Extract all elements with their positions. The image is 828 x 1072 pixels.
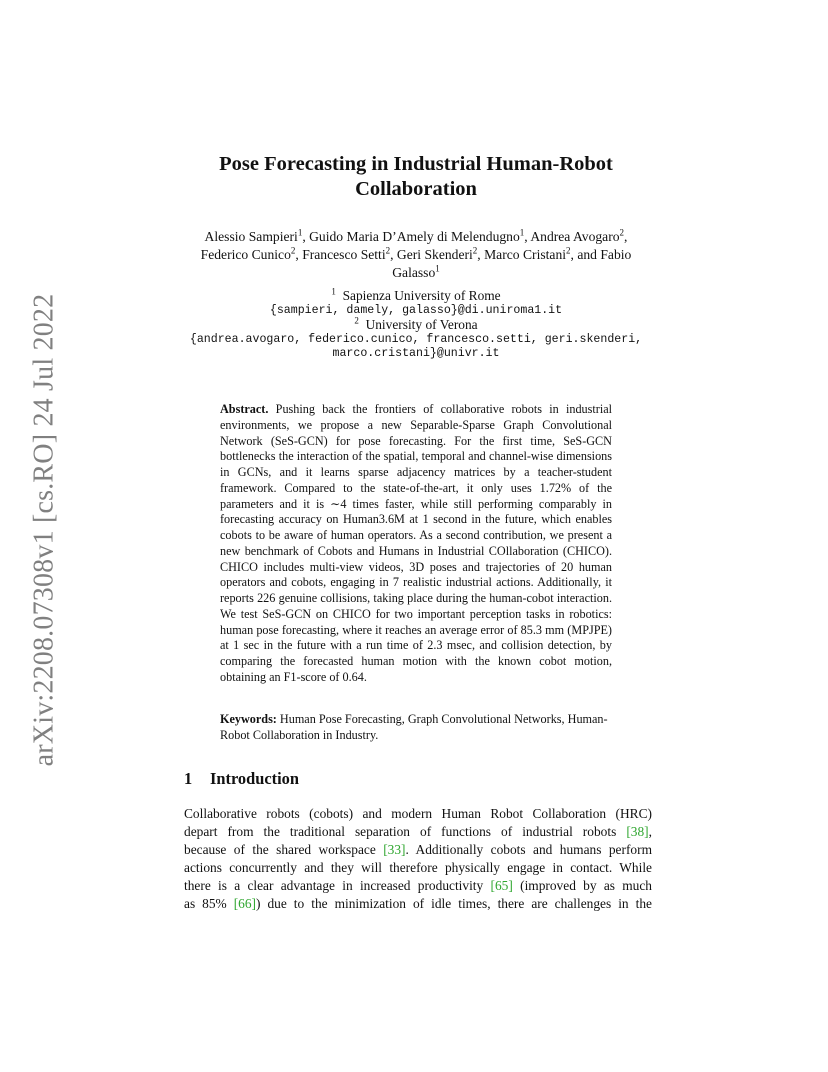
paragraph-text: actions concurrently and they will therefore physically engage in contact. While (184, 859, 652, 875)
paragraph-text: (improved by as much (520, 877, 652, 893)
author-list: Alessio Sampieri$^1$, Guido Maria D’Amely di Melendugno$^1$, Andrea Avogaro$^2$, Federico Cunico$^2$, Francesco Setti$^2$, Geri Skenderi$^2$, Marco Cristani$^2$, and Fabio Galasso$^1$ (200, 227, 632, 281)
author-affiliation-mark: 2 (566, 245, 571, 256)
arxiv-identifier-text: arXiv:2208.07308v1 [cs.RO] 24 Jul 2022 (28, 293, 59, 767)
section-title: Introduction (210, 769, 299, 788)
author-name: Andrea Avogaro (530, 229, 620, 244)
affiliation-block (178, 286, 654, 362)
paragraph-text: . Additionally cobots and humans perform (405, 841, 652, 857)
affiliation-1 (178, 286, 654, 304)
author-affiliation-mark: 2 (619, 227, 625, 238)
paragraph-text: , (648, 823, 652, 839)
section-heading (184, 769, 299, 789)
citation-link[interactable]: [38] (626, 823, 649, 839)
paragraph-text: there is a clear advantage in increased productivity (184, 877, 484, 893)
author-affiliation-mark: 1 (435, 263, 440, 274)
author-conjunction: and (577, 247, 597, 263)
abstract (220, 402, 612, 686)
citation-link[interactable]: [66] (233, 895, 257, 911)
paragraph-text: as 85% (184, 895, 227, 911)
affiliation-name: Sapienza University of Rome (342, 288, 501, 303)
paragraph-text: depart from the traditional separation of functions of industrial robots (184, 823, 617, 839)
abstract-label: Abstract. (220, 402, 269, 416)
author-name: Geri Skenderi (396, 247, 473, 263)
paragraph-text: because of the shared workspace (184, 841, 376, 857)
keywords (220, 712, 612, 744)
affiliation-emails: marco.cristani}@univr.it (332, 347, 500, 361)
affiliation-emails: {andrea.avogaro, federico.cunico, francesco.setti, geri.skenderi, (189, 332, 643, 346)
author-affiliation-mark: 2 (472, 245, 478, 256)
section-number: 1 (184, 769, 193, 788)
introduction-paragraph (184, 805, 652, 912)
citation-link[interactable]: [65] (490, 877, 513, 893)
author-affiliation-mark: 2 (290, 245, 296, 256)
paragraph-text: Collaborative robots (cobots) and modern Human Robot Collaboration (HRC) (184, 806, 652, 821)
paragraph-line (184, 841, 652, 859)
author-name: Francesco Setti (302, 247, 386, 263)
author-name: Federico Cunico (200, 247, 291, 263)
author-name: Fabio Galasso (392, 247, 632, 281)
paragraph-text: ) due to the minimization of idle times, there are challenges in the (256, 895, 652, 911)
abstract-text: Pushing back the frontiers of collaborative robots in industrial environments, we propose a new Separable-Sparse Graph Convolutional Network (SeS-GCN) for pose forecasting. For the first time, SeS-GCN bottlenecks the interaction of the spatial, temporal and channel-wise dimensions in GCNs, and it learns sparse adjacency matrices by a teacher-student framework. Compared to the state-of-the-art, it only uses 1.72% of the parameters and it is ∼4 times faster, while still performing comparably in forecasting accuracy on Human3.6M at 1 second in the future, which enables cobots to be aware of human operators. As a second contribution, we present a new benchmark of Cobots and Humans in Industrial COllaboration (CHICO). CHICO includes multi-view videos, 3D poses and trajectories of 20 human operators and cobots, engaging in 7 realistic industrial actions. Additionally, it reports 226 genuine collisions, taking place during the human-cobot interaction. We test SeS-GCN on CHICO for two important perception tasks in robotics: human pose forecasting, where it reaches an average error of 85.3 mm (MPJPE) at 1 sec in the future with a run time of 2.3 msec, and collision detection, by comparing the forecasted human motion with the known cobot motion, obtaining an F1-score of 0.64. (220, 402, 613, 684)
author-affiliation-mark: 1 (519, 227, 525, 238)
author-affiliation-mark: 2 (385, 245, 391, 256)
author-affiliation-mark: 1 (297, 227, 303, 238)
keywords-label: Keywords: (220, 712, 277, 726)
citation-link[interactable]: [33] (383, 841, 406, 857)
keywords-text: Human Pose Forecasting, Graph Convolutional Networks, Human-Robot Collaboration in Industry. (220, 712, 608, 742)
affiliation-2 (178, 315, 654, 333)
affiliation-name: University of Verona (365, 317, 478, 333)
author-name: Marco Cristani (484, 247, 567, 263)
paper-title: Pose Forecasting in Industrial Human-Robot Collaboration (219, 153, 613, 200)
paragraph-line (184, 805, 652, 823)
paragraph-line (184, 877, 652, 895)
arxiv-identifier-stamp (24, 295, 64, 765)
author-name: Alessio Sampieri (204, 229, 298, 244)
paragraph-line (184, 823, 652, 841)
paragraph-line (184, 895, 652, 913)
author-name: Guido Maria D’Amely di Melendugno (309, 229, 520, 244)
affiliation-mark: 2 (354, 315, 359, 326)
affiliation-emails: {sampieri, damely, galasso}@di.uniroma1.it (269, 303, 563, 317)
affiliation-mark: 1 (331, 286, 336, 297)
paragraph-line (184, 859, 652, 877)
